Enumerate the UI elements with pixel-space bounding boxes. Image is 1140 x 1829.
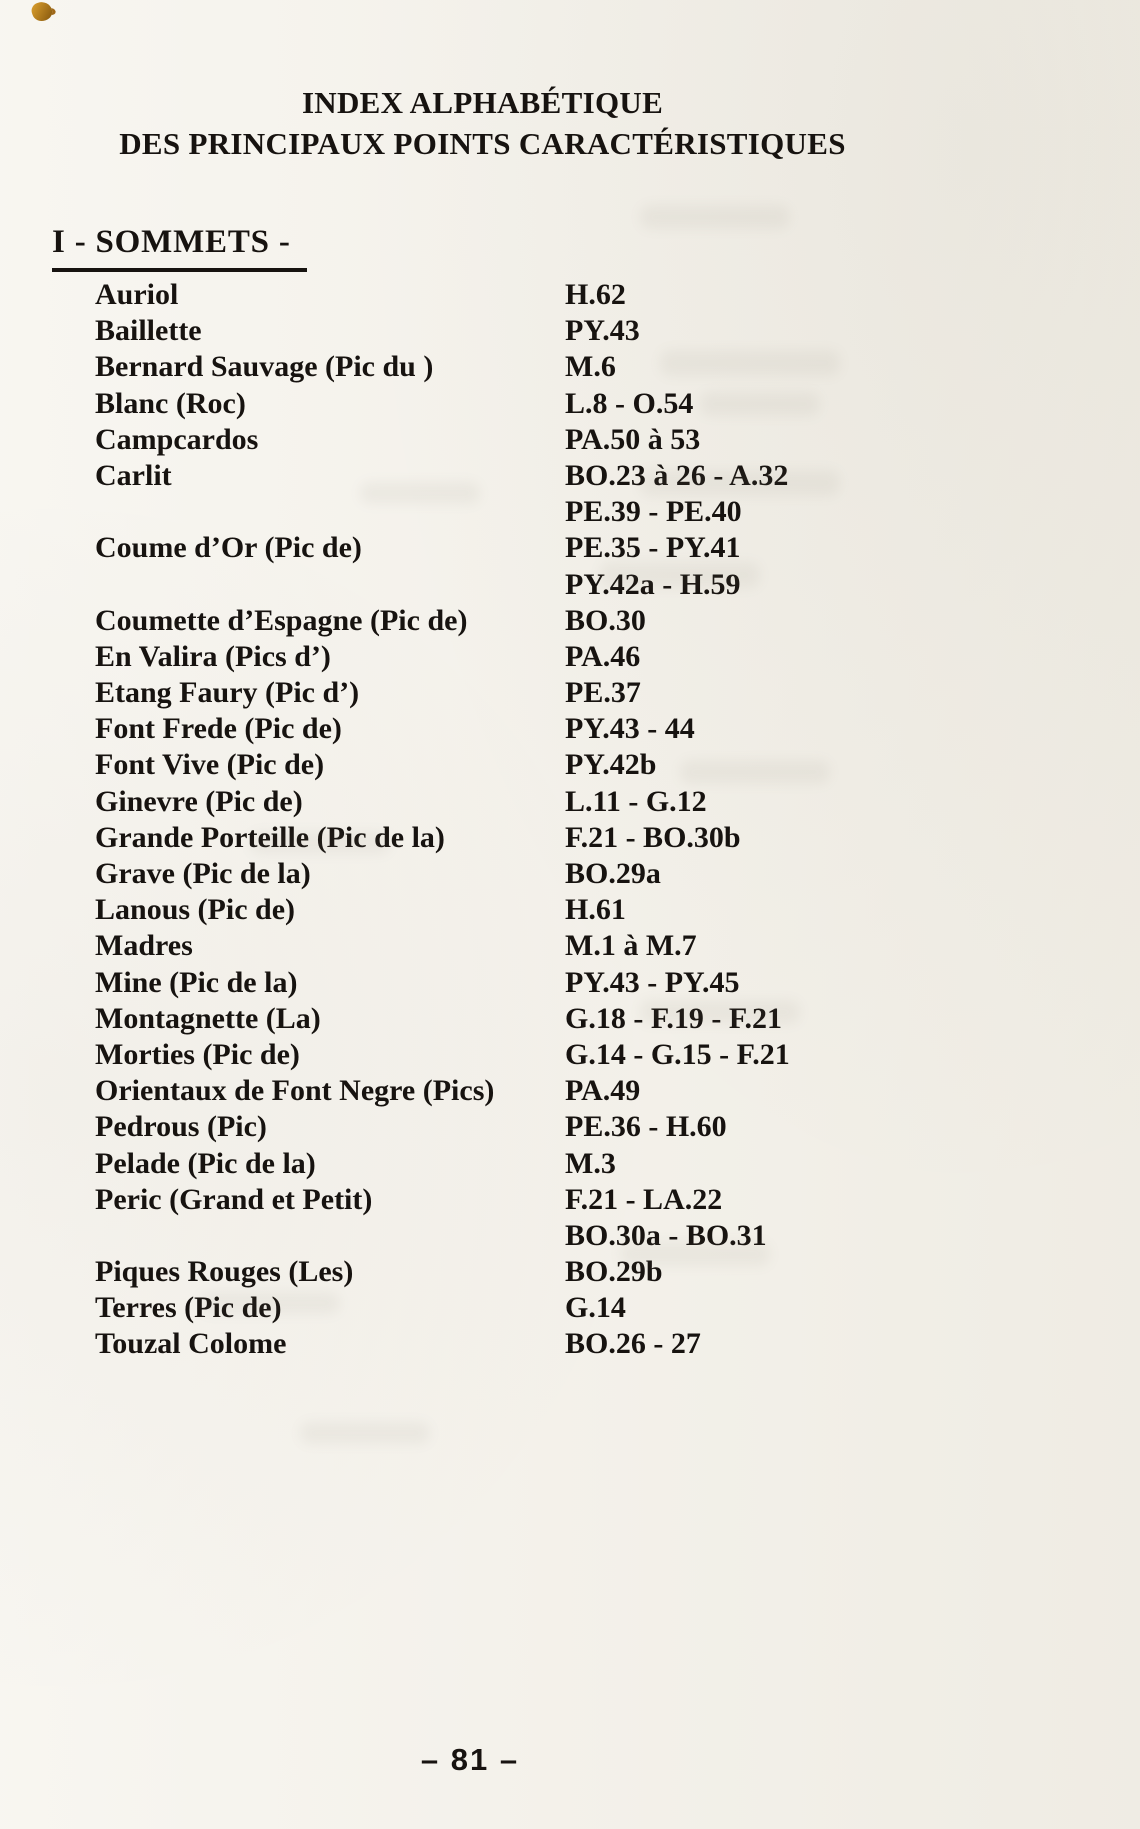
entry-code: G.14 - G.15 - F.21 bbox=[565, 1037, 790, 1071]
title-line-2: DES PRINCIPAUX POINTS CARACTÉRISTIQUES bbox=[119, 126, 846, 161]
entry-code: PA.46 bbox=[565, 639, 641, 673]
entry-name: Font Frede (Pic de) bbox=[95, 712, 342, 746]
entry-code: PE.39 - PE.40 bbox=[565, 495, 742, 529]
index-entry bbox=[95, 784, 1105, 820]
entry-name: Coume d’Or (Pic de) bbox=[95, 531, 362, 565]
entry-name bbox=[95, 1218, 565, 1254]
index-entry bbox=[95, 675, 1105, 711]
index-entry bbox=[95, 458, 1105, 494]
entry-code: BO.29a bbox=[565, 857, 661, 890]
index-entry bbox=[95, 856, 1105, 892]
index-entry bbox=[95, 422, 1105, 458]
index-entry bbox=[95, 1146, 1105, 1182]
entry-name: Campcardos bbox=[95, 422, 259, 456]
showthrough-smudge bbox=[640, 205, 790, 229]
entry-code: BO.30 bbox=[565, 603, 646, 637]
index-entry bbox=[95, 1037, 1105, 1073]
entry-name: Auriol bbox=[95, 278, 179, 311]
corner-stain-mark bbox=[30, 0, 55, 24]
entry-name: Bernard Sauvage (Pic du ) bbox=[95, 350, 434, 384]
index-list bbox=[95, 277, 1105, 1363]
entry-name: Peric (Grand et Petit) bbox=[95, 1182, 373, 1216]
entry-name: Piques Rouges (Les) bbox=[95, 1255, 354, 1289]
entry-code: PY.43 bbox=[565, 314, 640, 348]
entry-code: PY.42a - H.59 bbox=[565, 567, 741, 601]
index-entry bbox=[95, 711, 1105, 747]
entry-name: Touzal Colome bbox=[95, 1327, 287, 1361]
index-entry bbox=[95, 892, 1105, 928]
entry-name: Blanc (Roc) bbox=[95, 386, 246, 420]
index-entry bbox=[95, 1001, 1105, 1037]
entry-code: G.14 bbox=[565, 1291, 626, 1325]
entry-name: Terres (Pic de) bbox=[95, 1291, 282, 1325]
entry-code: PY.43 - 44 bbox=[565, 712, 695, 746]
entry-name: Pelade (Pic de la) bbox=[95, 1146, 316, 1180]
entry-name: En Valira (Pics d’) bbox=[95, 639, 331, 673]
entry-code: PY.42b bbox=[565, 748, 657, 782]
index-entry bbox=[95, 386, 1105, 422]
showthrough-smudge bbox=[300, 1422, 430, 1444]
entry-code: PY.43 - PY.45 bbox=[565, 965, 740, 999]
index-entry bbox=[95, 313, 1105, 349]
index-entry bbox=[95, 1290, 1105, 1326]
page-title bbox=[0, 82, 965, 164]
entry-code: L.8 - O.54 bbox=[565, 386, 694, 420]
entry-code: G.18 - F.19 - F.21 bbox=[565, 1001, 782, 1035]
title-line-1: INDEX ALPHABÉTIQUE bbox=[301, 85, 664, 120]
index-entry bbox=[95, 1326, 1105, 1362]
entry-code: M.3 bbox=[565, 1146, 616, 1180]
entry-name: Ginevre (Pic de) bbox=[95, 784, 303, 818]
index-entry bbox=[95, 603, 1105, 639]
index-entry bbox=[95, 277, 1105, 313]
entry-name: Grave (Pic de la) bbox=[95, 857, 311, 890]
entry-name: Montagnette (La) bbox=[95, 1001, 321, 1035]
index-entry bbox=[95, 1218, 1105, 1254]
entry-name bbox=[95, 567, 565, 603]
entry-code: F.21 - BO.30b bbox=[565, 820, 741, 854]
entry-name: Baillette bbox=[95, 314, 202, 348]
index-entry bbox=[95, 1109, 1105, 1145]
entry-name: Font Vive (Pic de) bbox=[95, 748, 325, 782]
page-number: – 81 – bbox=[420, 1742, 520, 1777]
index-entry bbox=[95, 1073, 1105, 1109]
entry-code: L.11 - G.12 bbox=[565, 784, 707, 818]
index-entry bbox=[95, 928, 1105, 964]
index-entry bbox=[95, 567, 1105, 603]
index-entry bbox=[95, 530, 1105, 566]
entry-name: Lanous (Pic de) bbox=[95, 893, 296, 927]
index-entry bbox=[95, 349, 1105, 385]
entry-name: Etang Faury (Pic d’) bbox=[95, 676, 360, 710]
entry-name: Orientaux de Font Negre (Pics) bbox=[95, 1074, 495, 1108]
entry-code: PA.50 à 53 bbox=[565, 422, 701, 456]
entry-code: M.6 bbox=[565, 350, 616, 384]
entry-code: M.1 à M.7 bbox=[565, 929, 697, 963]
entry-code: H.62 bbox=[565, 278, 626, 311]
entry-code: PE.35 - PY.41 bbox=[565, 531, 741, 565]
entry-name: Madres bbox=[95, 929, 193, 963]
index-entry bbox=[95, 1254, 1105, 1290]
index-entry bbox=[95, 1182, 1105, 1218]
entry-name bbox=[95, 494, 565, 530]
entry-code: PA.49 bbox=[565, 1074, 641, 1108]
entry-name: Carlit bbox=[95, 458, 172, 492]
entry-code: BO.30a - BO.31 bbox=[565, 1218, 767, 1252]
index-entry bbox=[95, 639, 1105, 675]
entry-code: BO.26 - 27 bbox=[565, 1327, 701, 1361]
entry-code: H.61 bbox=[565, 893, 626, 927]
entry-code: BO.23 à 26 - A.32 bbox=[565, 458, 789, 492]
entry-code: PE.36 - H.60 bbox=[565, 1110, 727, 1144]
entry-code: F.21 - LA.22 bbox=[565, 1182, 723, 1216]
index-entry bbox=[95, 494, 1105, 530]
entry-code: BO.29b bbox=[565, 1255, 663, 1289]
entry-name: Mine (Pic de la) bbox=[95, 965, 298, 999]
index-entry bbox=[95, 965, 1105, 1001]
index-entry bbox=[95, 747, 1105, 783]
section-heading: I - SOMMETS - bbox=[52, 224, 307, 272]
entry-name: Coumette d’Espagne (Pic de) bbox=[95, 603, 468, 637]
entry-name: Pedrous (Pic) bbox=[95, 1110, 267, 1144]
entry-name: Grande Porteille (Pic de la) bbox=[95, 820, 445, 854]
index-entry bbox=[95, 820, 1105, 856]
entry-name: Morties (Pic de) bbox=[95, 1037, 300, 1071]
entry-code: PE.37 bbox=[565, 676, 641, 710]
